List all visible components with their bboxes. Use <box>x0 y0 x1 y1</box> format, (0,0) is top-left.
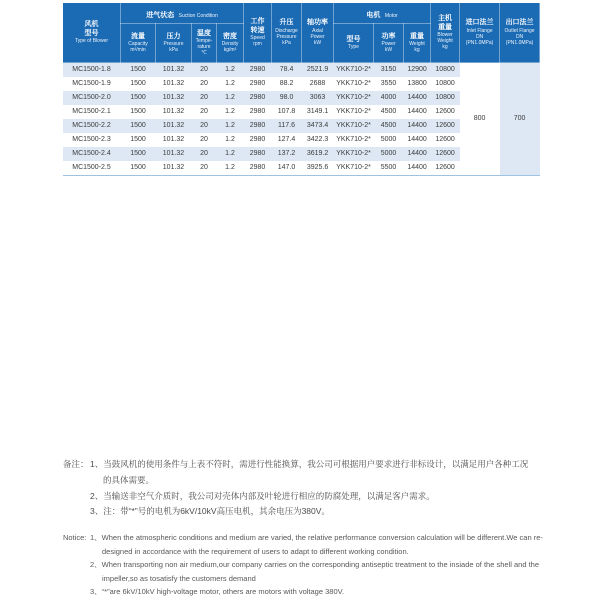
speed-unit: rpm <box>253 41 262 47</box>
col-group-motor <box>334 3 431 24</box>
cell-pressure: 101.32 <box>162 136 185 143</box>
cell-pressure: 101.32 <box>156 63 192 78</box>
col-header-capacity <box>121 24 156 63</box>
cell-density: 1.2 <box>225 136 235 143</box>
motor-type-en: Type <box>348 44 359 51</box>
cell-motor-type: YKK710-2* <box>334 91 374 105</box>
outlet-unit: DN <box>515 33 524 40</box>
cell-axial: 3925.6 <box>306 164 329 171</box>
inlet-unit: DN <box>475 33 484 40</box>
cell-discharge: 137.2 <box>272 147 302 161</box>
col-header-motor-weight <box>404 24 431 63</box>
blower-weight-zh1: 主机 <box>438 15 453 22</box>
motor-weight-zh: 重量 <box>410 32 425 40</box>
pressure-en: Pressure <box>163 41 184 48</box>
discharge-unit: kPa <box>282 39 291 46</box>
cell-capacity: 1500 <box>121 63 156 78</box>
cell-discharge: 88.2 <box>279 80 294 87</box>
cell-model: MC1500-2.4 <box>63 147 121 161</box>
cell-density: 1.2 <box>225 164 235 171</box>
cell-pressure: 101.32 <box>162 80 185 87</box>
blower-weight-en1: Blower <box>437 32 453 38</box>
notes-english <box>63 531 543 599</box>
cell-model: MC1500-2.5 <box>72 164 111 171</box>
cell-speed: 2980 <box>244 147 272 161</box>
outlet-zh: 出口法兰 <box>505 19 534 27</box>
axial-en2: Power <box>310 33 325 40</box>
discharge-zh: 升压 <box>279 19 294 27</box>
inlet-en: Inlet Flange <box>466 27 493 34</box>
blower-zh2: 型号 <box>84 29 99 37</box>
cell-motor-type: YKK710-2* <box>336 108 371 115</box>
temperature-unit: ℃ <box>201 50 207 57</box>
cell-motor-type: YKK710-2* <box>336 136 371 143</box>
cell-discharge: 117.6 <box>272 119 302 133</box>
speed-zh1: 工作 <box>250 18 265 25</box>
cell-capacity: 1500 <box>130 80 146 87</box>
cell-temperature: 20 <box>192 91 217 105</box>
blower-spec-table <box>62 2 540 176</box>
cell-blower-weight: 10800 <box>435 80 455 87</box>
cell-blower-weight: 10800 <box>431 91 460 105</box>
note-zh-3: 3、注：带“*”号的电机为6kV/10kV高压电机，其余电压为380V。 <box>90 506 330 517</box>
cell-model: MC1500-2.3 <box>72 136 111 143</box>
col-header-density <box>217 24 244 63</box>
note-en-3: 3、“*”are 6kV/10kV high-voltage motor, others are motors with voltage 380V. <box>90 587 345 597</box>
col-header-pressure <box>156 24 192 63</box>
outlet-en: Outlet Flange <box>504 27 535 34</box>
cell-motor-weight: 14400 <box>404 147 431 161</box>
col-group-suction-condition <box>121 3 244 24</box>
cell-model: MC1500-1.8 <box>63 63 121 78</box>
discharge-en2: Pressure <box>276 33 297 40</box>
cell-speed: 2980 <box>249 136 266 143</box>
cell-capacity: 1500 <box>130 136 146 143</box>
cell-motor-weight: 14400 <box>404 119 431 133</box>
motor-zh: 电机 <box>366 12 381 19</box>
col-header-blower-weight <box>431 3 460 63</box>
temperature-zh: 温度 <box>197 29 211 37</box>
cell-temperature: 20 <box>200 80 208 87</box>
cell-motor-weight: 14400 <box>407 108 427 115</box>
note-en-2: 2、When transporting non air medium,our company carries on the corresponding antiseptic treatment to the insiade of the shell and the impeller,so as tosatisfy the customers demand <box>90 560 540 583</box>
cell-blower-weight: 12600 <box>431 147 460 161</box>
cell-discharge: 98.0 <box>272 91 302 105</box>
pressure-zh: 压力 <box>166 32 181 40</box>
motor-power-unit: kW <box>384 47 393 54</box>
cell-speed: 2980 <box>249 80 266 87</box>
cell-axial: 2521.9 <box>302 63 334 78</box>
capacity-zh: 流量 <box>131 32 145 40</box>
cell-blower-weight: 12600 <box>435 136 455 143</box>
cell-density: 1.2 <box>217 147 244 161</box>
cell-density: 1.2 <box>225 108 235 115</box>
cell-speed: 2980 <box>244 119 272 133</box>
cell-capacity: 1500 <box>121 147 156 161</box>
blower-zh1: 风机 <box>84 21 99 28</box>
cell-axial: 3619.2 <box>302 147 334 161</box>
cell-motor-power: 4500 <box>380 108 397 115</box>
cell-axial: 3149.1 <box>306 108 329 115</box>
blower-en: Type of Blower <box>74 38 109 44</box>
cell-motor-type: YKK710-2* <box>334 147 374 161</box>
density-zh: 密度 <box>223 32 238 40</box>
notes-chinese <box>63 457 535 520</box>
cell-capacity: 1500 <box>121 91 156 105</box>
cell-temperature: 20 <box>200 164 208 171</box>
inlet-pn: (PN1.0MPa) <box>465 39 494 46</box>
cell-discharge: 127.4 <box>277 136 296 143</box>
cell-density: 1.2 <box>217 63 244 78</box>
motor-weight-unit: kg <box>414 47 420 54</box>
cell-blower-weight: 12600 <box>431 119 460 133</box>
cell-model: MC1500-2.2 <box>63 119 121 133</box>
cell-blower-weight: 12600 <box>435 108 455 115</box>
cell-discharge: 78.4 <box>272 63 302 78</box>
speed-zh2: 转速 <box>250 26 265 34</box>
notes-zh-label: 备注： <box>63 459 89 469</box>
col-header-motor-type <box>334 24 374 63</box>
cell-temperature: 20 <box>192 147 217 161</box>
cell-outlet-flange-value: 700 <box>500 63 540 176</box>
col-header-axial-power <box>302 3 334 63</box>
cell-motor-power: 4500 <box>374 119 404 133</box>
cell-temperature: 20 <box>192 63 217 78</box>
cell-pressure: 101.32 <box>162 164 185 171</box>
cell-motor-type: YKK710-2* <box>334 63 374 78</box>
cell-temperature: 20 <box>192 119 217 133</box>
note-zh-2: 2、当输送非空气介质时，我公司对壳体内部及叶轮进行相应的防腐处理，以满足客户需求。 <box>90 490 435 501</box>
note-zh-1: 1、当鼓风机的使用条件与上表不符时，需进行性能换算，我公司可根据用户要求进行非标设计，以满足用户各种工况的具体需要。 <box>90 459 529 485</box>
cell-blower-weight: 10800 <box>431 63 460 78</box>
notes-en-label: Notice: <box>63 533 87 542</box>
spec-row <box>63 63 540 78</box>
cell-motor-power: 4000 <box>374 91 404 105</box>
cell-axial: 3473.4 <box>302 119 334 133</box>
density-unit: kg/m³ <box>223 47 237 54</box>
cell-axial: 2688 <box>309 80 326 87</box>
cell-motor-power: 5000 <box>374 147 404 161</box>
cell-model: MC1500-2.1 <box>72 108 111 115</box>
col-header-speed <box>244 3 272 63</box>
capacity-en: Capacity <box>128 41 148 48</box>
axial-en1: Axial <box>312 27 323 34</box>
note-en-1: 1、When the atmospheric conditions and medium are varied, the relative performance conversion calculation will be different.We can re-designed in accordance with the requirement of users to adapt to different working condition. <box>90 533 543 556</box>
cell-motor-type: YKK710-2* <box>336 164 371 171</box>
cell-speed: 2980 <box>249 108 266 115</box>
cell-motor-type: YKK710-2* <box>334 119 374 133</box>
speed-en: Speed <box>250 35 265 41</box>
capacity-unit: m³/min <box>130 47 146 54</box>
cell-density: 1.2 <box>217 119 244 133</box>
cell-capacity: 1500 <box>130 108 146 115</box>
pressure-unit: kPa <box>169 47 178 54</box>
cell-motor-power: 3150 <box>374 63 404 78</box>
cell-motor-weight: 12900 <box>404 63 431 78</box>
cell-discharge: 107.8 <box>277 108 296 115</box>
cell-speed: 2980 <box>244 63 272 78</box>
col-header-inlet-flange <box>460 3 500 63</box>
col-header-blower-model <box>63 3 121 63</box>
cell-motor-power: 5000 <box>380 136 397 143</box>
cell-motor-weight: 14400 <box>404 91 431 105</box>
cell-pressure: 101.32 <box>156 91 192 105</box>
outlet-pn: (PN1.0MPa) <box>505 39 534 46</box>
cell-capacity: 1500 <box>130 164 146 171</box>
blower-weight-en2: Weight <box>437 38 453 44</box>
cell-motor-weight: 14400 <box>407 164 427 171</box>
col-header-temperature <box>192 24 217 63</box>
cell-motor-power: 5500 <box>380 164 397 171</box>
cell-model: MC1500-2.0 <box>63 91 121 105</box>
cell-inlet-flange-value: 800 <box>460 63 500 176</box>
cell-density: 1.2 <box>225 80 235 87</box>
suction-en: Suction Condition <box>178 13 218 19</box>
motor-power-zh: 功率 <box>381 32 396 40</box>
cell-density: 1.2 <box>217 91 244 105</box>
cell-axial: 3422.3 <box>306 136 329 143</box>
cell-temperature: 20 <box>200 108 208 115</box>
density-en: Density <box>221 41 239 48</box>
notes-zh-items <box>90 457 535 520</box>
notes-en-items <box>90 531 543 599</box>
cell-motor-type: YKK710-2* <box>336 80 371 87</box>
motor-weight-en: Weight <box>409 41 425 48</box>
cell-pressure: 101.32 <box>156 147 192 161</box>
col-header-motor-power <box>374 24 404 63</box>
axial-unit: kW <box>313 39 322 46</box>
cell-temperature: 20 <box>200 136 208 143</box>
col-header-discharge-pressure <box>272 3 302 63</box>
axial-zh: 轴功率 <box>307 19 329 27</box>
blower-weight-zh2: 重量 <box>438 23 453 31</box>
cell-motor-weight: 14400 <box>407 136 427 143</box>
cell-blower-weight: 12600 <box>435 164 455 171</box>
col-header-outlet-flange <box>500 3 540 63</box>
header-group-row <box>63 3 540 24</box>
temperature-en: Tempe-rature <box>195 38 213 51</box>
motor-en: Motor <box>384 13 398 19</box>
blower-weight-unit: kg <box>442 44 448 50</box>
cell-discharge: 147.0 <box>277 164 296 171</box>
cell-model: MC1500-1.9 <box>72 80 111 87</box>
cell-pressure: 101.32 <box>156 119 192 133</box>
cell-motor-weight: 13800 <box>407 80 427 87</box>
suction-zh: 进气状态 <box>146 12 175 19</box>
cell-speed: 2980 <box>249 164 266 171</box>
cell-speed: 2980 <box>244 91 272 105</box>
discharge-en1: Discharge <box>275 27 298 34</box>
cell-axial: 3063 <box>302 91 334 105</box>
cell-capacity: 1500 <box>121 119 156 133</box>
inlet-zh: 进口法兰 <box>465 19 494 27</box>
motor-power-en: Power <box>381 41 396 48</box>
motor-type-zh: 型号 <box>346 35 361 43</box>
cell-pressure: 101.32 <box>162 108 185 115</box>
cell-motor-power: 3550 <box>380 80 397 87</box>
